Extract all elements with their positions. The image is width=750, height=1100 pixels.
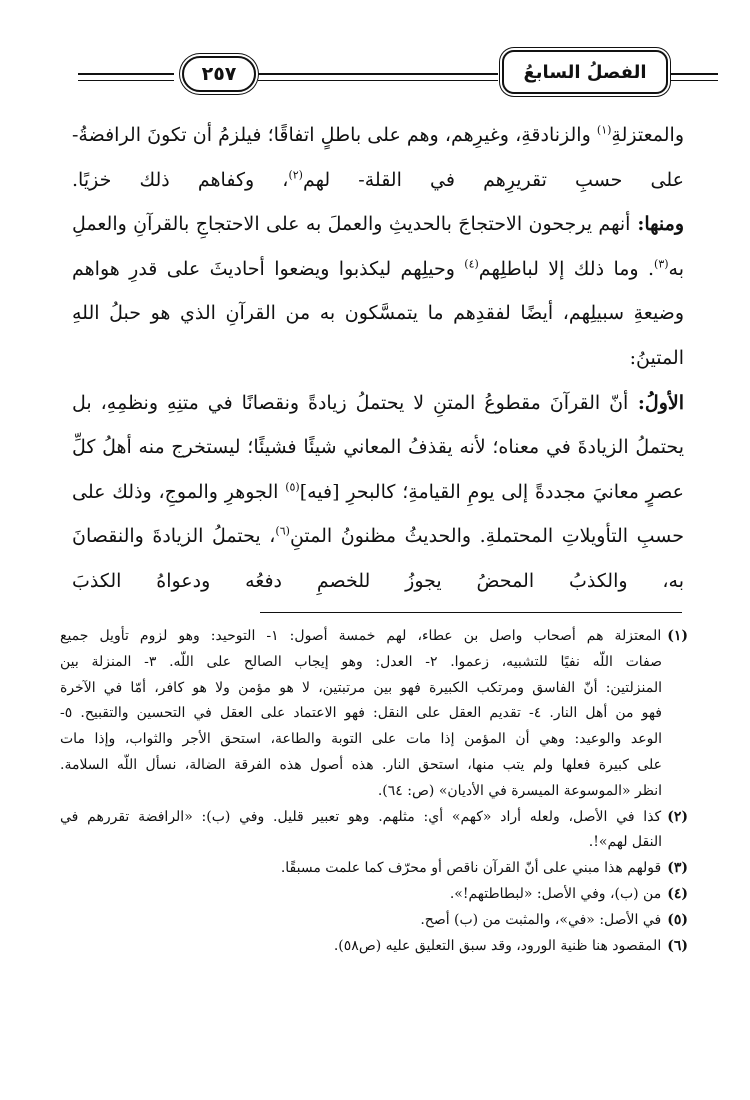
footnote-4 bbox=[60, 882, 688, 908]
footnote-line bbox=[60, 882, 688, 908]
footnote-text: المعتزلة هم أصحاب واصل بن عطاء، لهم خمسة أصول: ١- التوحيد: وهو لزوم تأويل جميع bbox=[60, 628, 662, 644]
text-run: أنّ القرآنَ مقطوعُ المتنِ لا يحتملُ زيادةً ونقصانًا في متنِهِ ونظمِهِ، بل يحتملُ الزيادةَ في معناه؛ لأنه يقذفُ المعاني شيئًا فشيئًا؛ ليستخرج منه أهلُ كلِّ عصرٍ معانيَ مجددةً إلى يومِ القيامةِ؛ كالبحرِ [فيه] bbox=[72, 391, 684, 503]
footnote-text: في الأصل: «في»، والمثبت من (ب) أصح. bbox=[420, 911, 662, 928]
text-run: والزنادقةِ، وغيرِهم، وهم على باطلٍ اتفاقًا؛ فيلزمُ أن تكونَ الرافضةُ- على حسبِ تقريرِهم في القلة- لهم bbox=[72, 124, 684, 191]
footnote-line bbox=[60, 934, 688, 960]
footnote-line: على كبيرة فعلها ولم يتب منها، استحق النار. هذه أصول هذه الفرقة الضالة، نسأل اللّه السلامة. bbox=[60, 756, 662, 773]
page-number-frame bbox=[182, 56, 256, 92]
footnote-text: كذا في الأصل، ولعله أراد «كهم» أي: مثلهم. وهو تعبير قليل. وفي (ب): «الرافضة تقررهم في bbox=[60, 808, 662, 825]
footnote-line: المنزلتين: أنّ الفاسق ومرتكب الكبيرة فهو بين مرتبتين، لا هو مؤمن ولا هو كافر، أمّا في الآخرة bbox=[60, 679, 662, 696]
page-header bbox=[60, 46, 720, 102]
footnote-ref[interactable]: (١) bbox=[596, 123, 612, 137]
footnote-line bbox=[60, 856, 688, 882]
footnote-marker: (٣) bbox=[667, 860, 688, 877]
footnote-ref[interactable]: (٦) bbox=[275, 525, 290, 539]
chapter-title: الفصلُ السابعُ bbox=[523, 61, 647, 83]
header-rule bbox=[78, 73, 174, 81]
footnote-line bbox=[60, 624, 688, 650]
footnote-5 bbox=[60, 908, 688, 934]
footnote-ref[interactable]: (٣) bbox=[654, 257, 669, 271]
footnote-text: المقصود هنا ظنية الورود، وقد سبق التعليق عليه (ص٥٨). bbox=[333, 937, 662, 954]
footnote-line bbox=[60, 805, 688, 831]
footnote-line: فهو من أهل النار. ٤- تقديم العقل على النقل: فهو الاعتماد على العقل في التحسين والتقبيح. ٥- bbox=[60, 705, 662, 722]
footnote-marker: (٤) bbox=[667, 885, 688, 902]
paragraph-lead: الأولُ: bbox=[628, 391, 684, 414]
paragraph bbox=[72, 113, 684, 202]
text-run: ، وكفاهم ذلك خزيًا. bbox=[72, 168, 289, 191]
footnote-ref[interactable]: (٤) bbox=[464, 257, 479, 271]
footnote-line: صفات اللّه نفيًا للتشبيه، زعموا. ٢- العدل: وهو إيجاب الصالح على اللّه. ٣- المنزلة بين bbox=[60, 653, 662, 670]
chapter-title-frame bbox=[502, 50, 668, 94]
footnote-line: الوعد والوعيد: وهي أن المؤمن إذا مات على التوبة والطاعة، استحق الأجر والثواب، وإذا مات bbox=[60, 731, 662, 748]
footnote-text: قولهم هذا مبني على أنّ القرآن ناقص أو محرّف كما علمت مسبقًا. bbox=[280, 860, 662, 877]
text-run: . وما ذلك إلا لباطلِهم bbox=[478, 257, 655, 280]
text-run: ، يحتملُ الزيادةَ والنقصانَ به، والكذبُ المحضُ يجوزُ للخصمِ دفعُه ودعواهُ الكذبَ bbox=[72, 525, 684, 592]
footnote-ref[interactable]: (٥) bbox=[285, 480, 300, 494]
footnote-line: النقل لهم»!. bbox=[588, 834, 662, 851]
main-text bbox=[72, 113, 684, 604]
text-run: والمعتزلةِ bbox=[611, 124, 684, 146]
footnotes bbox=[60, 624, 688, 959]
footnote-text: من (ب)، وفي الأصل: «لبطاطتهم!». bbox=[449, 885, 662, 902]
footnote-divider bbox=[260, 612, 682, 613]
footnote-marker: (٢) bbox=[667, 808, 688, 825]
text-run: الجوهرِ والموجِ، وذلك على حسبِ التأويلاتِ المحتملةِ. والحديثُ مظنونُ المتنِ bbox=[72, 480, 684, 548]
text-run: وحيلِهم ليكذبوا ويضعوا أحاديثَ على قدرِ هواهم وضيعةِ سبيلِهم، أيضًا لفقدِهم ما يتمسَّكون به من القرآنِ الذي هو حبلُ اللهِ المتينُ: bbox=[72, 257, 684, 369]
footnote-line: انظر «الموسوعة الميسرة في الأديان» (ص: ٦٤). bbox=[377, 782, 662, 799]
paragraph bbox=[72, 381, 684, 604]
text-run: أنهم يرجحون الاحتجاجَ بالحديثِ والعملَ به على الاحتجاجِ بالقرآنِ والعملِ به bbox=[72, 213, 685, 280]
footnote-1 bbox=[60, 624, 688, 805]
paragraph-lead: ومنها: bbox=[630, 213, 684, 236]
footnote-marker: (٦) bbox=[667, 937, 688, 954]
footnote-marker: (٥) bbox=[667, 911, 688, 928]
footnote-line bbox=[60, 908, 688, 934]
page-number: ٢٥٧ bbox=[201, 63, 237, 85]
footnote-6 bbox=[60, 934, 688, 960]
paragraph bbox=[72, 202, 684, 380]
footnote-ref[interactable]: (٢) bbox=[288, 168, 303, 182]
header-rule bbox=[670, 73, 718, 81]
footnote-marker: (١) bbox=[667, 628, 688, 644]
footnote-3 bbox=[60, 856, 688, 882]
footnote-2 bbox=[60, 805, 688, 857]
header-rule bbox=[258, 73, 498, 81]
